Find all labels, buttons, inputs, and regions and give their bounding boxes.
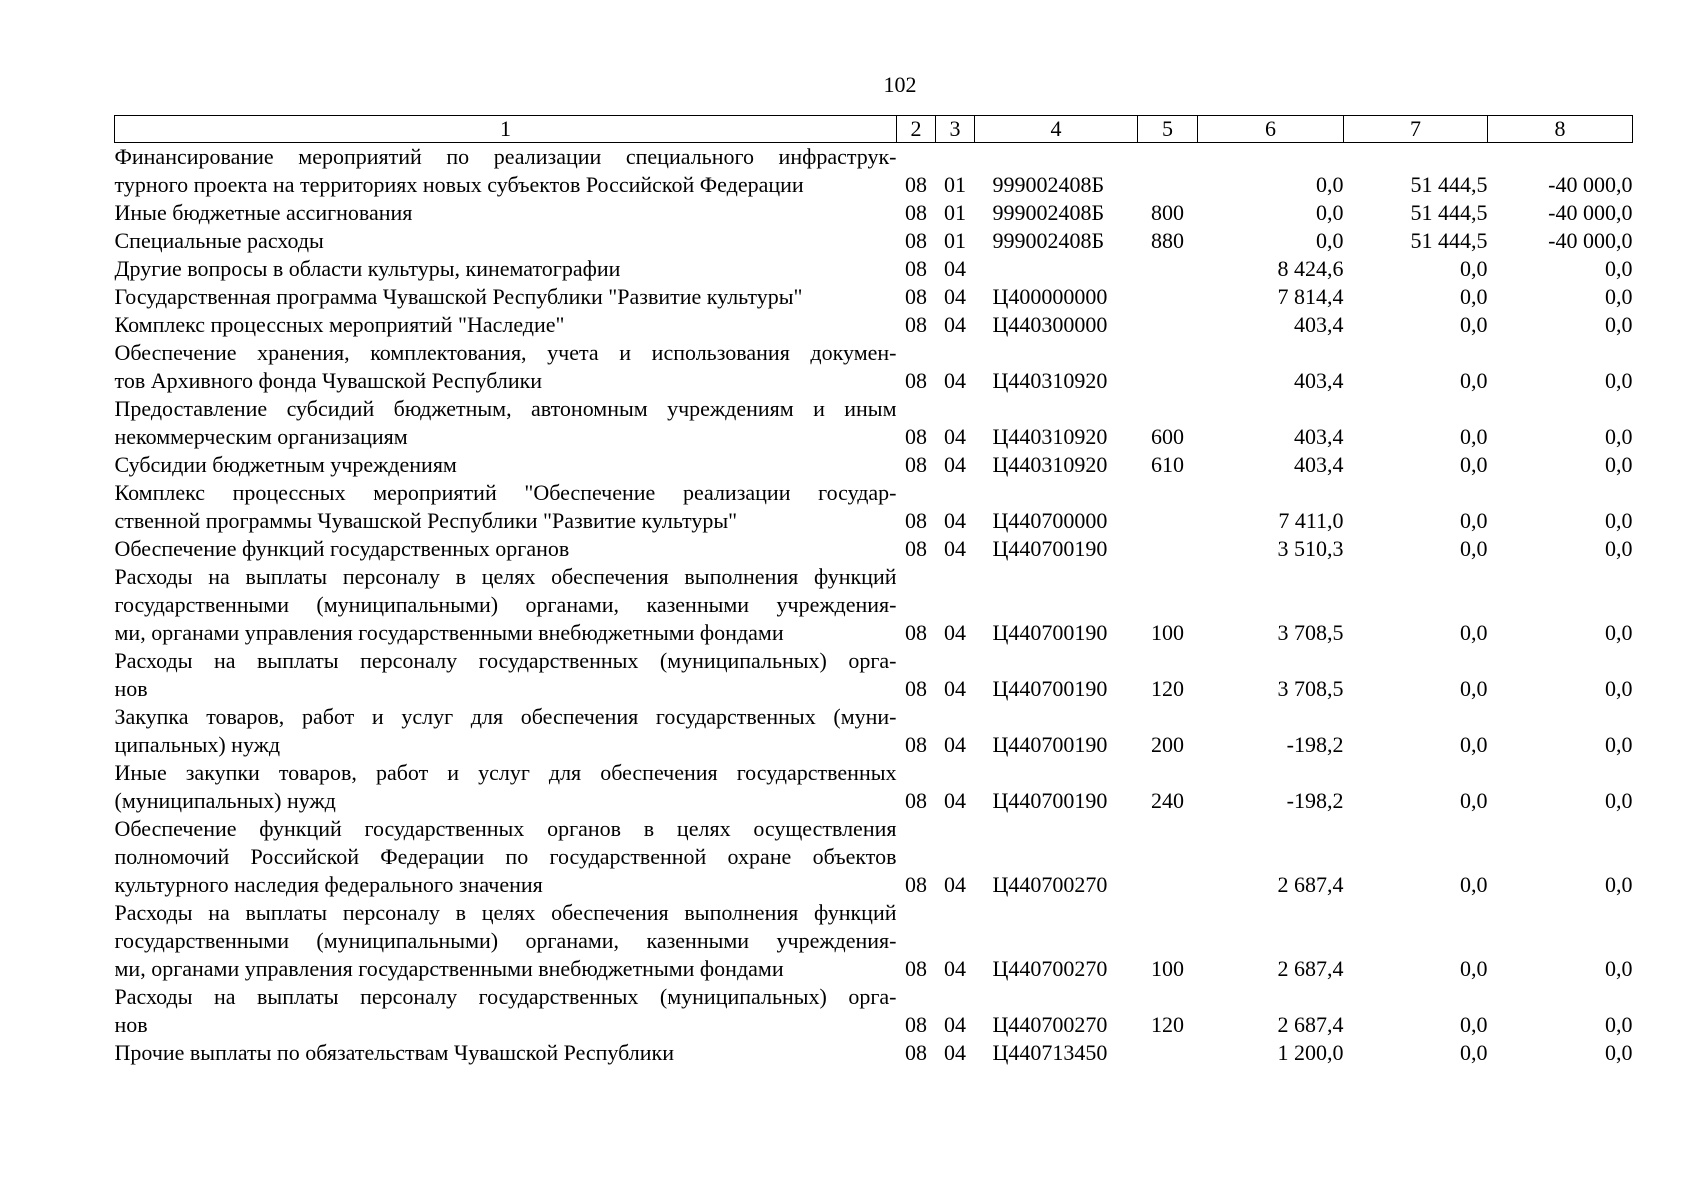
amount-col-6: 403,4 bbox=[1294, 368, 1344, 393]
amount-col-8: 0,0 bbox=[1605, 312, 1633, 337]
section-code: 08 bbox=[905, 1012, 927, 1037]
description-line: Прочие выплаты по обязательствам Чувашской Республики bbox=[114, 1040, 674, 1065]
amount-col-8: -40 000,0 bbox=[1548, 228, 1633, 253]
amount-col-8: 0,0 bbox=[1605, 256, 1633, 281]
amount-col-6: 2 687,4 bbox=[1277, 956, 1344, 981]
amount-col-7: 0,0 bbox=[1460, 508, 1488, 533]
row-description bbox=[115, 227, 897, 255]
row-description bbox=[115, 703, 897, 759]
row-description bbox=[115, 199, 897, 227]
subsection-code: 04 bbox=[944, 536, 966, 561]
row-description bbox=[115, 479, 897, 535]
amount-col-6: 8 424,6 bbox=[1277, 256, 1344, 281]
target-article-code: Ц440700190 bbox=[992, 732, 1108, 757]
table-row bbox=[115, 143, 1633, 200]
description-line: Комплекс процессных мероприятий "Обеспечение реализации государ- bbox=[114, 480, 897, 505]
description-line: полномочий Российской Федерации по государственной охране объектов bbox=[114, 844, 897, 869]
amount-col-7: 0,0 bbox=[1460, 620, 1488, 645]
table-row bbox=[115, 1039, 1633, 1067]
header-row bbox=[115, 116, 1633, 143]
amount-col-7: 51 444,5 bbox=[1410, 228, 1488, 253]
row-description bbox=[115, 815, 897, 899]
section-code: 08 bbox=[905, 508, 927, 533]
expense-type-code: 240 bbox=[1151, 788, 1184, 813]
section-code: 08 bbox=[905, 172, 927, 197]
description-line: государственными (муниципальными) органами, казенными учреждения- bbox=[114, 928, 897, 953]
section-code: 08 bbox=[905, 256, 927, 281]
section-code: 08 bbox=[905, 788, 927, 813]
amount-col-7: 51 444,5 bbox=[1410, 172, 1488, 197]
description-line: Государственная программа Чувашской Республики "Развитие культуры" bbox=[114, 284, 803, 309]
amount-col-8: 0,0 bbox=[1605, 676, 1633, 701]
amount-col-7: 0,0 bbox=[1460, 872, 1488, 897]
amount-col-7: 0,0 bbox=[1460, 284, 1488, 309]
amount-col-8: -40 000,0 bbox=[1548, 200, 1633, 225]
target-article-code bbox=[975, 255, 1138, 283]
amount-col-6: 2 687,4 bbox=[1277, 872, 1344, 897]
expense-type-code: 800 bbox=[1151, 200, 1184, 225]
amount-col-8: 0,0 bbox=[1605, 872, 1633, 897]
description-line: государственными (муниципальными) органами, казенными учреждения- bbox=[114, 592, 897, 617]
subsection-code: 01 bbox=[944, 228, 966, 253]
section-code: 08 bbox=[905, 1040, 927, 1065]
subsection-code: 01 bbox=[944, 200, 966, 225]
target-article-code: Ц440310920 bbox=[992, 368, 1108, 393]
amount-col-6: 3 510,3 bbox=[1277, 536, 1344, 561]
target-article-code: Ц440700000 bbox=[992, 508, 1108, 533]
description-line: Комплекс процессных мероприятий "Наследие" bbox=[114, 312, 565, 337]
description-line: Другие вопросы в области культуры, кинематографии bbox=[114, 256, 621, 281]
table-row bbox=[115, 535, 1633, 563]
subsection-code: 04 bbox=[944, 1040, 966, 1065]
row-description bbox=[115, 759, 897, 815]
row-description bbox=[115, 983, 897, 1039]
amount-col-8: 0,0 bbox=[1605, 424, 1633, 449]
row-description bbox=[115, 899, 897, 983]
table-row bbox=[115, 283, 1633, 311]
table-row bbox=[115, 759, 1633, 815]
table-row bbox=[115, 199, 1633, 227]
table-row bbox=[115, 703, 1633, 759]
budget-table bbox=[114, 115, 1633, 1067]
amount-col-6: 403,4 bbox=[1294, 312, 1344, 337]
amount-col-6: -198,2 bbox=[1286, 732, 1344, 757]
expense-type-code: 200 bbox=[1151, 732, 1184, 757]
expense-type-code bbox=[1138, 311, 1198, 339]
section-code: 08 bbox=[905, 284, 927, 309]
expense-type-code bbox=[1138, 479, 1198, 535]
row-description bbox=[115, 535, 897, 563]
description-line: (муниципальных) нужд bbox=[114, 788, 336, 813]
subsection-code: 04 bbox=[944, 620, 966, 645]
subsection-code: 04 bbox=[944, 872, 966, 897]
table-row bbox=[115, 255, 1633, 283]
description-line: культурного наследия федерального значения bbox=[114, 872, 543, 897]
subsection-code: 04 bbox=[944, 676, 966, 701]
section-code: 08 bbox=[905, 620, 927, 645]
subsection-code: 04 bbox=[944, 368, 966, 393]
description-line: Специальные расходы bbox=[114, 228, 324, 253]
target-article-code: Ц440713450 bbox=[992, 1040, 1108, 1065]
amount-col-6: 0,0 bbox=[1316, 200, 1344, 225]
subsection-code: 04 bbox=[944, 956, 966, 981]
description-line: ципальных) нужд bbox=[114, 732, 281, 757]
amount-col-7: 0,0 bbox=[1460, 368, 1488, 393]
row-description bbox=[115, 255, 897, 283]
amount-col-8: 0,0 bbox=[1605, 536, 1633, 561]
table-row bbox=[115, 983, 1633, 1039]
amount-col-7: 0,0 bbox=[1460, 536, 1488, 561]
expense-type-code bbox=[1138, 1039, 1198, 1067]
table-row bbox=[115, 479, 1633, 535]
row-description bbox=[115, 451, 897, 479]
header-col-5: 5 bbox=[1138, 116, 1198, 143]
expense-type-code bbox=[1138, 283, 1198, 311]
amount-col-6: 3 708,5 bbox=[1277, 620, 1344, 645]
expense-type-code bbox=[1138, 815, 1198, 899]
amount-col-7: 0,0 bbox=[1460, 956, 1488, 981]
target-article-code: Ц440300000 bbox=[992, 312, 1108, 337]
description-line: турного проекта на территориях новых субъектов Российской Федерации bbox=[114, 172, 804, 197]
subsection-code: 04 bbox=[944, 732, 966, 757]
section-code: 08 bbox=[905, 732, 927, 757]
description-line: Иные бюджетные ассигнования bbox=[114, 200, 413, 225]
amount-col-7: 0,0 bbox=[1460, 788, 1488, 813]
amount-col-6: 403,4 bbox=[1294, 452, 1344, 477]
row-description bbox=[115, 143, 897, 200]
amount-col-6: 1 200,0 bbox=[1277, 1040, 1344, 1065]
description-line: ми, органами управления государственными внебюджетными фондами bbox=[114, 620, 784, 645]
description-line: ственной программы Чувашской Республики "Развитие культуры" bbox=[114, 508, 738, 533]
amount-col-8: 0,0 bbox=[1605, 284, 1633, 309]
amount-col-7: 0,0 bbox=[1460, 312, 1488, 337]
amount-col-8: 0,0 bbox=[1605, 956, 1633, 981]
table-row bbox=[115, 815, 1633, 899]
row-description bbox=[115, 1039, 897, 1067]
expense-type-code: 600 bbox=[1151, 424, 1184, 449]
description-line: Иные закупки товаров, работ и услуг для обеспечения государственных bbox=[114, 760, 897, 785]
amount-col-6: -198,2 bbox=[1286, 788, 1344, 813]
amount-col-8: 0,0 bbox=[1605, 1040, 1633, 1065]
amount-col-6: 2 687,4 bbox=[1277, 1012, 1344, 1037]
description-line: ми, органами управления государственными внебюджетными фондами bbox=[114, 956, 784, 981]
amount-col-6: 3 708,5 bbox=[1277, 676, 1344, 701]
target-article-code: Ц400000000 bbox=[992, 284, 1108, 309]
target-article-code: 999002408Б bbox=[992, 228, 1105, 253]
page-number: 102 bbox=[883, 72, 917, 97]
header-col-1: 1 bbox=[115, 116, 897, 143]
table-row bbox=[115, 311, 1633, 339]
description-line: Финансирование мероприятий по реализации специального инфраструк- bbox=[114, 144, 897, 169]
table-row bbox=[115, 899, 1633, 983]
table-row bbox=[115, 563, 1633, 647]
expense-type-code bbox=[1138, 535, 1198, 563]
amount-col-7: 0,0 bbox=[1460, 1012, 1488, 1037]
subsection-code: 04 bbox=[944, 788, 966, 813]
amount-col-7: 0,0 bbox=[1460, 452, 1488, 477]
amount-col-8: 0,0 bbox=[1605, 1012, 1633, 1037]
description-line: Расходы на выплаты персоналу государственных (муниципальных) орга- bbox=[114, 984, 897, 1009]
description-line: Закупка товаров, работ и услуг для обеспечения государственных (муни- bbox=[114, 704, 897, 729]
row-description bbox=[115, 311, 897, 339]
subsection-code: 04 bbox=[944, 256, 966, 281]
description-line: некоммерческим организациям bbox=[114, 424, 408, 449]
expense-type-code bbox=[1138, 143, 1198, 200]
description-line: Субсидии бюджетным учреждениям bbox=[114, 452, 457, 477]
expense-type-code: 880 bbox=[1151, 228, 1184, 253]
target-article-code: 999002408Б bbox=[992, 172, 1105, 197]
target-article-code: Ц440700190 bbox=[992, 536, 1108, 561]
target-article-code: Ц440700190 bbox=[992, 676, 1108, 701]
table-body bbox=[115, 143, 1633, 1068]
section-code: 08 bbox=[905, 956, 927, 981]
amount-col-7: 0,0 bbox=[1460, 1040, 1488, 1065]
target-article-code: Ц440700270 bbox=[992, 872, 1108, 897]
subsection-code: 04 bbox=[944, 452, 966, 477]
description-line: Обеспечение хранения, комплектования, учета и использования докумен- bbox=[114, 340, 897, 365]
header-col-7: 7 bbox=[1344, 116, 1488, 143]
amount-col-6: 0,0 bbox=[1316, 228, 1344, 253]
section-code: 08 bbox=[905, 424, 927, 449]
table-row bbox=[115, 227, 1633, 255]
target-article-code: Ц440700190 bbox=[992, 620, 1108, 645]
description-line: Расходы на выплаты персоналу в целях обеспечения выполнения функций bbox=[114, 564, 897, 589]
header-col-4: 4 bbox=[975, 116, 1138, 143]
target-article-code: Ц440310920 bbox=[992, 452, 1108, 477]
subsection-code: 04 bbox=[944, 312, 966, 337]
subsection-code: 01 bbox=[944, 172, 966, 197]
subsection-code: 04 bbox=[944, 1012, 966, 1037]
expense-type-code: 100 bbox=[1151, 956, 1184, 981]
amount-col-7: 51 444,5 bbox=[1410, 200, 1488, 225]
row-description bbox=[115, 283, 897, 311]
expense-type-code bbox=[1138, 255, 1198, 283]
amount-col-7: 0,0 bbox=[1460, 256, 1488, 281]
section-code: 08 bbox=[905, 200, 927, 225]
amount-col-8: 0,0 bbox=[1605, 368, 1633, 393]
section-code: 08 bbox=[905, 536, 927, 561]
amount-col-7: 0,0 bbox=[1460, 424, 1488, 449]
table-row bbox=[115, 395, 1633, 451]
header-col-3: 3 bbox=[936, 116, 975, 143]
amount-col-7: 0,0 bbox=[1460, 676, 1488, 701]
row-description bbox=[115, 563, 897, 647]
amount-col-8: 0,0 bbox=[1605, 620, 1633, 645]
row-description bbox=[115, 339, 897, 395]
amount-col-8: 0,0 bbox=[1605, 788, 1633, 813]
expense-type-code: 120 bbox=[1151, 676, 1184, 701]
section-code: 08 bbox=[905, 312, 927, 337]
expense-type-code: 610 bbox=[1151, 452, 1184, 477]
header-col-6: 6 bbox=[1198, 116, 1344, 143]
amount-col-6: 403,4 bbox=[1294, 424, 1344, 449]
description-line: Обеспечение функций государственных органов bbox=[114, 536, 570, 561]
target-article-code: 999002408Б bbox=[992, 200, 1105, 225]
expense-type-code: 120 bbox=[1151, 1012, 1184, 1037]
section-code: 08 bbox=[905, 228, 927, 253]
amount-col-8: 0,0 bbox=[1605, 452, 1633, 477]
description-line: Предоставление субсидий бюджетным, автономным учреждениям и иным bbox=[114, 396, 897, 421]
subsection-code: 04 bbox=[944, 508, 966, 533]
table-header bbox=[115, 116, 1633, 143]
amount-col-7: 0,0 bbox=[1460, 732, 1488, 757]
header-col-2: 2 bbox=[897, 116, 936, 143]
description-line: Обеспечение функций государственных органов в целях осуществления bbox=[114, 816, 897, 841]
amount-col-6: 7 814,4 bbox=[1277, 284, 1344, 309]
section-code: 08 bbox=[905, 368, 927, 393]
row-description bbox=[115, 395, 897, 451]
target-article-code: Ц440700270 bbox=[992, 956, 1108, 981]
section-code: 08 bbox=[905, 452, 927, 477]
table-row bbox=[115, 451, 1633, 479]
description-line: Расходы на выплаты персоналу в целях обеспечения выполнения функций bbox=[114, 900, 897, 925]
description-line: Расходы на выплаты персоналу государственных (муниципальных) орга- bbox=[114, 648, 897, 673]
target-article-code: Ц440700270 bbox=[992, 1012, 1108, 1037]
table-row bbox=[115, 339, 1633, 395]
amount-col-6: 7 411,0 bbox=[1278, 508, 1344, 533]
amount-col-8: 0,0 bbox=[1605, 732, 1633, 757]
description-line: нов bbox=[114, 1012, 148, 1037]
description-line: тов Архивного фонда Чувашской Республики bbox=[114, 368, 543, 393]
section-code: 08 bbox=[905, 676, 927, 701]
amount-col-8: -40 000,0 bbox=[1548, 172, 1633, 197]
header-col-8: 8 bbox=[1488, 116, 1633, 143]
subsection-code: 04 bbox=[944, 424, 966, 449]
amount-col-6: 0,0 bbox=[1316, 172, 1344, 197]
amount-col-8: 0,0 bbox=[1605, 508, 1633, 533]
expense-type-code: 100 bbox=[1151, 620, 1184, 645]
target-article-code: Ц440310920 bbox=[992, 424, 1108, 449]
row-description bbox=[115, 647, 897, 703]
table-row bbox=[115, 647, 1633, 703]
subsection-code: 04 bbox=[944, 284, 966, 309]
description-line: нов bbox=[114, 676, 148, 701]
target-article-code: Ц440700190 bbox=[992, 788, 1108, 813]
section-code: 08 bbox=[905, 872, 927, 897]
expense-type-code bbox=[1138, 339, 1198, 395]
